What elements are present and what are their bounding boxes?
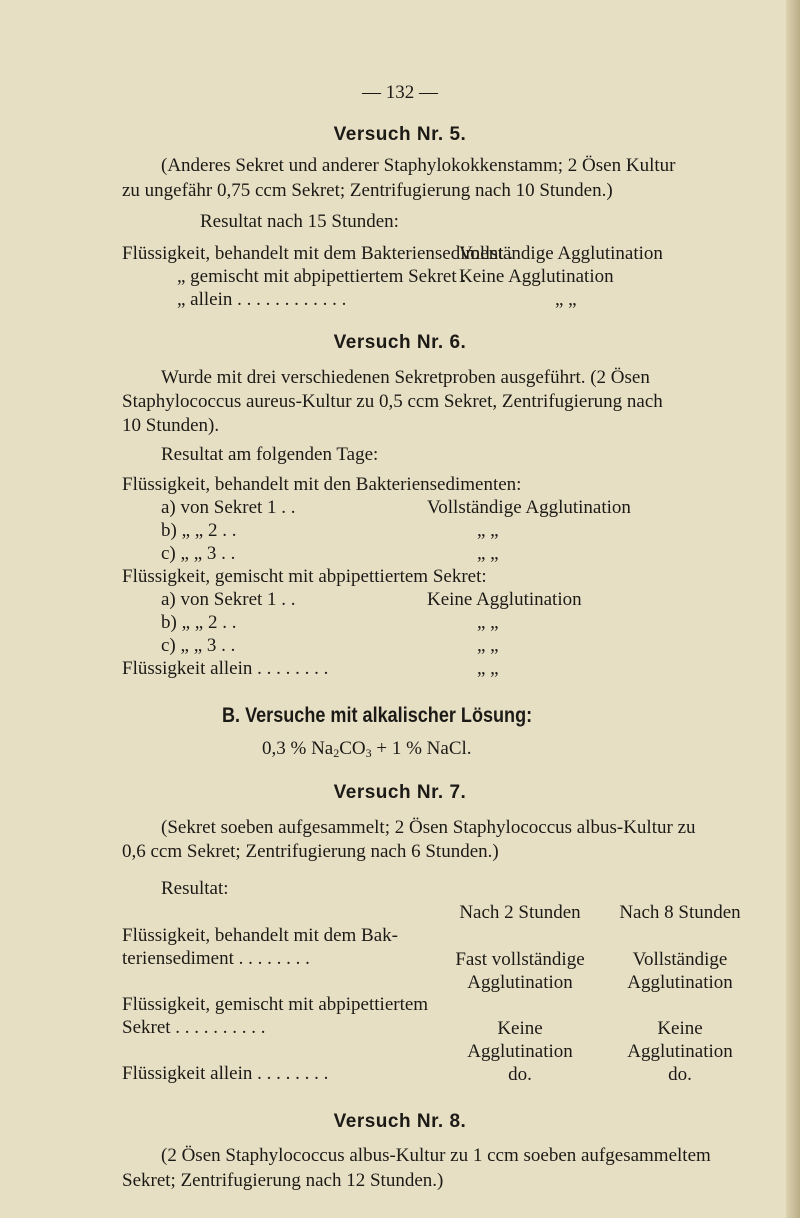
table-cell: Fast vollständige [455, 949, 585, 970]
experiment-7-title: Versuch Nr. 7. [333, 782, 467, 803]
experiment-5-row-label: „ allein . . . . . . . . . . . . [177, 289, 347, 310]
experiment-6-intro-line-3: 10 Stunden). [122, 415, 220, 436]
experiment-6-row-result: Keine Agglutination [427, 589, 582, 610]
section-b-title: B. Versuche mit alkalischer Lösung: [222, 704, 533, 727]
experiment-6-row-label: c) „ „ 3 . . [161, 543, 236, 564]
experiment-6-row-label: b) „ „ 2 . . [161, 612, 237, 633]
experiment-8-intro-line-2: Sekret; Zentrifugierung nach 12 Stunden.) [122, 1170, 444, 1191]
experiment-5-intro-line-1: (Anderes Sekret und anderer Staphylokokkenstamm; 2 Ösen Kultur [161, 155, 676, 176]
experiment-6-row-result: „ „ [477, 612, 499, 633]
experiment-6-result-heading: Resultat am folgenden Tage: [161, 444, 379, 465]
experiment-6-row-label: a) von Sekret 1 . . [161, 589, 296, 610]
experiment-6-intro-line-1: Wurde mit drei verschiedenen Sekretproben ausgeführt. (2 Ösen [161, 367, 650, 388]
experiment-6-title: Versuch Nr. 6. [333, 332, 467, 353]
table-cell: Agglutination [467, 972, 573, 993]
experiment-6-group-1-heading: Flüssigkeit, behandelt mit den Bakteriensedimenten: [122, 474, 522, 495]
table-cell: do. [508, 1064, 532, 1085]
table-cell: Agglutination [467, 1041, 573, 1062]
experiment-6-row-result: „ „ [477, 520, 499, 541]
table-cell: do. [668, 1064, 692, 1085]
experiment-7-row-label: teriensediment . . . . . . . . [122, 948, 310, 969]
experiment-5-intro-line-2: zu ungefähr 0,75 ccm Sekret; Zentrifugierung nach 10 Stunden.) [122, 180, 613, 201]
table-cell: Keine [657, 1018, 703, 1039]
experiment-6-alone-label: Flüssigkeit allein . . . . . . . . [122, 658, 329, 679]
formula-subscript: 2 [333, 746, 340, 760]
experiment-5-row-result: „ „ [555, 289, 577, 310]
experiment-6-row-result: „ „ [477, 543, 499, 564]
experiment-7-intro-line-2: 0,6 ccm Sekret; Zentrifugierung nach 6 Stunden.) [122, 841, 499, 862]
experiment-5-row-label: Flüssigkeit, behandelt mit dem Bakteriensediment . [122, 243, 514, 264]
table-cell: Agglutination [627, 972, 733, 993]
formula-part: CO [339, 738, 366, 759]
experiment-6-alone-result: „ „ [477, 658, 499, 679]
experiment-6-group-2-heading: Flüssigkeit, gemischt mit abpipettiertem Sekret: [122, 566, 487, 587]
experiment-6-row-label: c) „ „ 3 . . [161, 635, 236, 656]
experiment-5-row-result: Keine Agglutination [459, 266, 614, 287]
experiment-7-row-label: Flüssigkeit, behandelt mit dem Bak- [122, 925, 398, 946]
experiment-5-row-label: „ gemischt mit abpipettiertem Sekret . [177, 266, 467, 287]
experiment-6-row-label: a) von Sekret 1 . . [161, 497, 296, 518]
experiment-5-result-heading: Resultat nach 15 Stunden: [200, 211, 399, 232]
experiment-6-row-result: „ „ [477, 635, 499, 656]
experiment-8-intro-line-1: (2 Ösen Staphylococcus albus-Kultur zu 1 ccm soeben aufgesammeltem [161, 1145, 711, 1166]
experiment-6-row-label: b) „ „ 2 . . [161, 520, 237, 541]
experiment-5-title: Versuch Nr. 5. [333, 124, 467, 145]
table-cell: Keine [497, 1018, 543, 1039]
experiment-7-row-label: Flüssigkeit, gemischt mit abpipettiertem [122, 994, 429, 1015]
experiment-7-row-label: Flüssigkeit allein . . . . . . . . [122, 1063, 329, 1084]
experiment-6-row-result: Vollständige Agglutination [427, 497, 631, 518]
column-header-2h: Nach 2 Stunden [459, 902, 581, 923]
experiment-7-intro-line-1: (Sekret soeben aufgesammelt; 2 Ösen Staphylococcus albus-Kultur zu [161, 817, 696, 838]
page-edge-shadow [786, 0, 800, 1218]
experiment-7-row-label: Sekret . . . . . . . . . . [122, 1017, 266, 1038]
experiment-5-row-result: Vollständige Agglutination [459, 243, 663, 264]
formula-subscript: 3 [365, 746, 372, 760]
formula-part: 0,3 % Na [262, 738, 334, 759]
solution-formula [262, 738, 472, 760]
table-cell: Vollständige [632, 949, 728, 970]
formula-part: + 1 % NaCl. [371, 738, 472, 759]
experiment-7-result-heading: Resultat: [161, 878, 229, 899]
page-number: — 132 — [362, 82, 438, 103]
table-cell: Agglutination [627, 1041, 733, 1062]
column-header-8h: Nach 8 Stunden [619, 902, 741, 923]
experiment-6-intro-line-2: Staphylococcus aureus-Kultur zu 0,5 ccm Sekret, Zentrifugierung nach [122, 391, 663, 412]
experiment-8-title: Versuch Nr. 8. [333, 1111, 467, 1132]
